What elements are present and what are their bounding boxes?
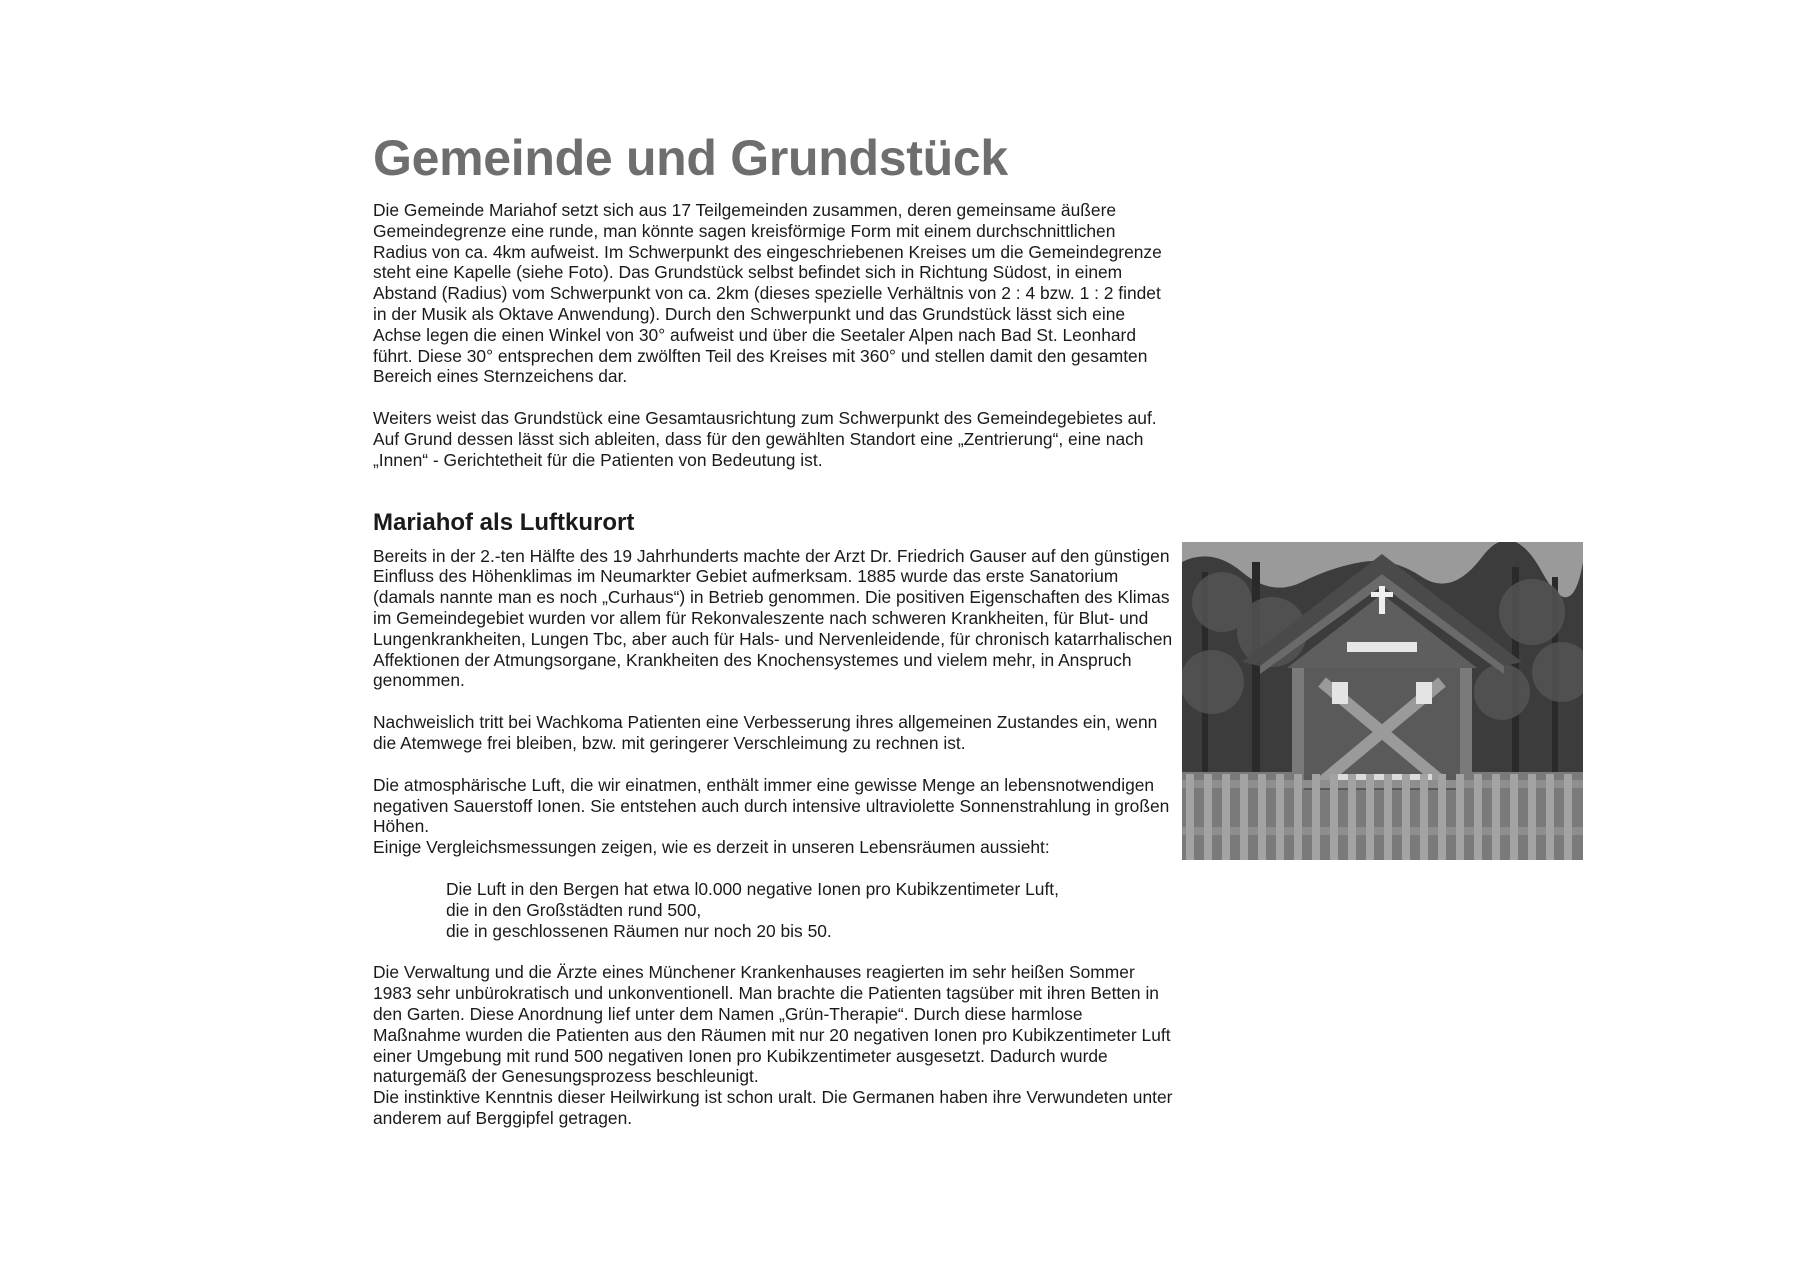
paragraph: Nachweislich tritt bei Wachkoma Patienten eine Verbesserung ihres allgemeinen Zustandes ein, wenn die Atemwege frei bleiben, bzw. mit geringerer Verschleimung zu rechnen ist.	[373, 712, 1158, 753]
indented-line: die in den Großstädten rund 500,	[446, 899, 702, 920]
section-heading: Mariahof als Luftkurort	[373, 508, 635, 536]
paragraph: Bereits in der 2.-ten Hälfte des 19 Jahrhunderts machte der Arzt Dr. Friedrich Gauser auf den günstigen Einfluss des Höhenklimas im Neumarkter Gebiet aufmerksam. 1885 wurde das erste Sanatorium (damals nannte man es noch „Curhaus“) in Betrieb genommen. Die positiven Eigenschaften des Klimas im Gemeindegebiet wurden vor allem für Rekonvaleszente nach schweren Krankheiten, für Blut- und Lungenkrankheiten, Lungen Tbc, aber auch für Hals- und Nervenleidende, für chronisch katarrhalischen Affektionen der Atmungsorgane, Krankheiten des Knochensystemes und vielem mehr, in Anspruch genommen.	[373, 545, 1173, 691]
paragraph: Weiters weist das Grundstück eine Gesamtausrichtung zum Schwerpunkt des Gemeindegebietes auf. Auf Grund dessen lässt sich ableiten, dass für den gewählten Standort eine „Zentrierung“, eine nach „Innen“ - Gerichtetheit für die Patienten von Bedeutung ist.	[373, 408, 1157, 470]
paragraph: Die atmosphärische Luft, die wir einatmen, enthält immer eine gewisse Menge an lebensnotwendigen negativen Sauerstoff Ionen. Sie entstehen auch durch intensive ultraviolette Sonnenstrahlung in großen Höhen.	[373, 774, 1170, 837]
paragraph: Die Verwaltung und die Ärzte eines Münchener Krankenhauses reagierten im sehr heißen Sommer 1983 sehr unbürokratisch und unkonventionell. Man brachte die Patienten tagsüber mit ihren Betten in den Garten. Diese Anordnung lief unter dem Namen „Grün-Therapie“. Durch diese harmlose Maßnahme wurden die Patienten aus den Räumen mit nur 20 negativen Ionen pro Kubikzentimeter Luft einer Umgebung mit rund 500 negativen Ionen pro Kubikzentimeter ausgesetzt. Dadurch wurde naturgemäß der Genesungsprozess beschleunigt.	[373, 962, 1171, 1087]
indented-line: Die Luft in den Bergen hat etwa l0.000 negative Ionen pro Kubikzentimeter Luft,	[446, 878, 1059, 899]
paragraph: Die Gemeinde Mariahof setzt sich aus 17 Teilgemeinden zusammen, deren gemeinsame äußere Gemeindegrenze eine runde, man könnte sagen kreisförmige Form mit einem durchschnittlichen Radius von ca. 4km aufweist. Im Schwerpunkt des eingeschriebenen Kreises um die Gemeindegrenze steht eine Kapelle (siehe Foto). Das Grundstück selbst befindet sich in Richtung Südost, in einem Abstand (Radius) vom Schwerpunkt von ca. 2km (dieses spezielle Verhältnis von 2 : 4 bzw. 1 : 2 findet in der Musik als Oktave Anwendung). Durch den Schwerpunkt und das Grundstück lässt sich eine Achse legen die einen Winkel von 30° aufweist und über die Seetaler Alpen nach Bad St. Leonhard führt. Diese 30° entsprechen dem zwölften Teil des Kreises mit 360° und stellen damit den gesamten Bereich eines Sternzeichens dar.	[373, 200, 1162, 387]
chapel-photo	[1182, 542, 1583, 860]
indented-line: die in geschlossenen Räumen nur noch 20 bis 50.	[446, 920, 832, 941]
page-title: Gemeinde und Grundstück	[373, 130, 1008, 186]
paragraph: Einige Vergleichsmessungen zeigen, wie es derzeit in unseren Lebensräumen aussieht:	[373, 837, 1050, 858]
text-column	[373, 128, 1173, 1129]
chapel-illustration	[1182, 542, 1583, 860]
paragraph: Die instinktive Kenntnis dieser Heilwirkung ist schon uralt. Die Germanen haben ihre Verwundeten unter anderem auf Berggipfel getragen.	[373, 1087, 1173, 1128]
